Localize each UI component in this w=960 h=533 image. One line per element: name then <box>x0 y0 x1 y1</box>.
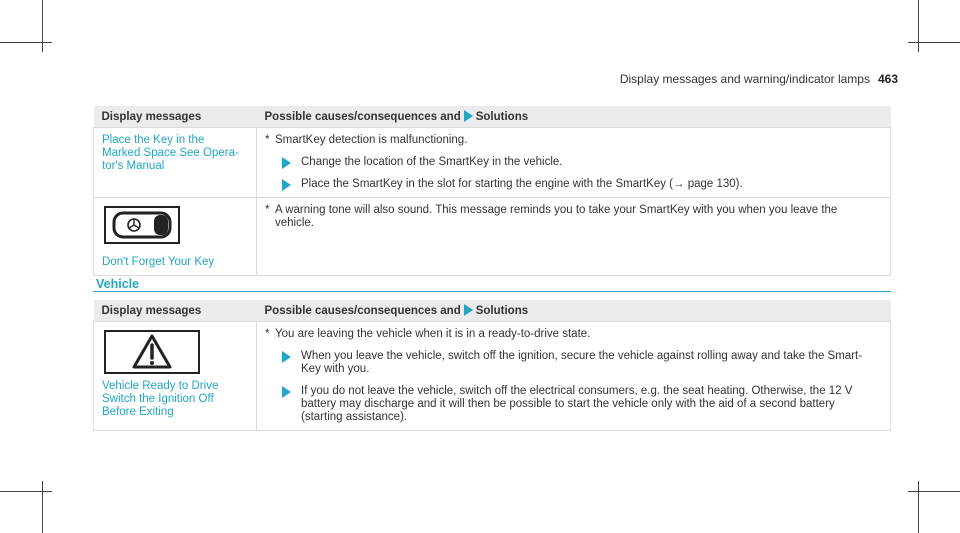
table-header <box>94 300 891 322</box>
crop-mark <box>0 42 52 43</box>
page-number: 463 <box>877 72 898 86</box>
header-causes-solutions: Possible causes/consequences and Solutions <box>257 106 891 128</box>
table-row <box>94 128 891 198</box>
causes-cell <box>257 198 891 276</box>
causes-cell <box>257 322 891 431</box>
display-message: Place the Key in the Marked Space See Opera- tor's Manual <box>94 128 257 198</box>
smartkey-icon <box>104 206 180 244</box>
causes-cell <box>257 128 891 198</box>
cause-text: * You are leaving the vehicle when it is in a ready-to-drive state. <box>265 328 591 340</box>
messages-table-2 <box>93 300 891 431</box>
step-arrow-icon <box>282 179 291 191</box>
table-header <box>94 106 891 128</box>
crop-mark <box>918 0 919 52</box>
solution-step: If you do not leave the vehicle, switch off the electrical consumers, e.g. the seat heating. Otherwise, the 12 V battery may discharge and it will then be possible to start the vehicle only with the aid of a second battery (starting assistance). <box>265 385 882 424</box>
header-causes-solutions: Possible causes/consequences and Solutions <box>257 300 891 322</box>
cause-text: * A warning tone will also sound. This message reminds you to take your SmartKey with you when you leave the vehicle. <box>265 204 838 229</box>
table-row <box>94 198 891 276</box>
header-display-messages: Display messages <box>94 300 257 322</box>
crop-mark <box>908 42 960 43</box>
step-arrow-icon <box>282 386 291 398</box>
solution-arrow-icon <box>464 304 473 316</box>
cause-text: * SmartKey detection is malfunctioning. <box>265 134 468 146</box>
header-display-messages: Display messages <box>94 106 257 128</box>
running-head-title: Display messages and warning/indicator lamps <box>619 72 870 86</box>
solution-arrow-icon <box>464 110 473 122</box>
crop-mark <box>918 481 919 533</box>
step-arrow-icon <box>282 351 291 363</box>
messages-table-1 <box>93 106 891 276</box>
step-arrow-icon <box>282 157 291 169</box>
crop-mark <box>42 0 43 52</box>
solution-step: Place the SmartKey in the slot for starting the engine with the SmartKey (→ page 130). <box>265 178 882 191</box>
section-title: Vehicle <box>96 277 140 291</box>
solution-step: When you leave the vehicle, switch off the ignition, secure the vehicle against rolling away and take the Smart- Key with you. <box>265 350 882 376</box>
table-row <box>94 322 891 431</box>
crop-mark <box>0 491 52 492</box>
display-message: Vehicle Ready to Drive Switch the Ignition Off Before Exiting <box>94 322 257 431</box>
solution-step: Change the location of the SmartKey in the vehicle. <box>265 156 882 169</box>
section-divider <box>93 291 891 292</box>
warning-triangle-icon <box>104 330 200 374</box>
display-message: Don't Forget Your Key <box>94 198 257 276</box>
running-head <box>620 72 898 86</box>
crop-mark <box>42 481 43 533</box>
crop-mark <box>908 491 960 492</box>
